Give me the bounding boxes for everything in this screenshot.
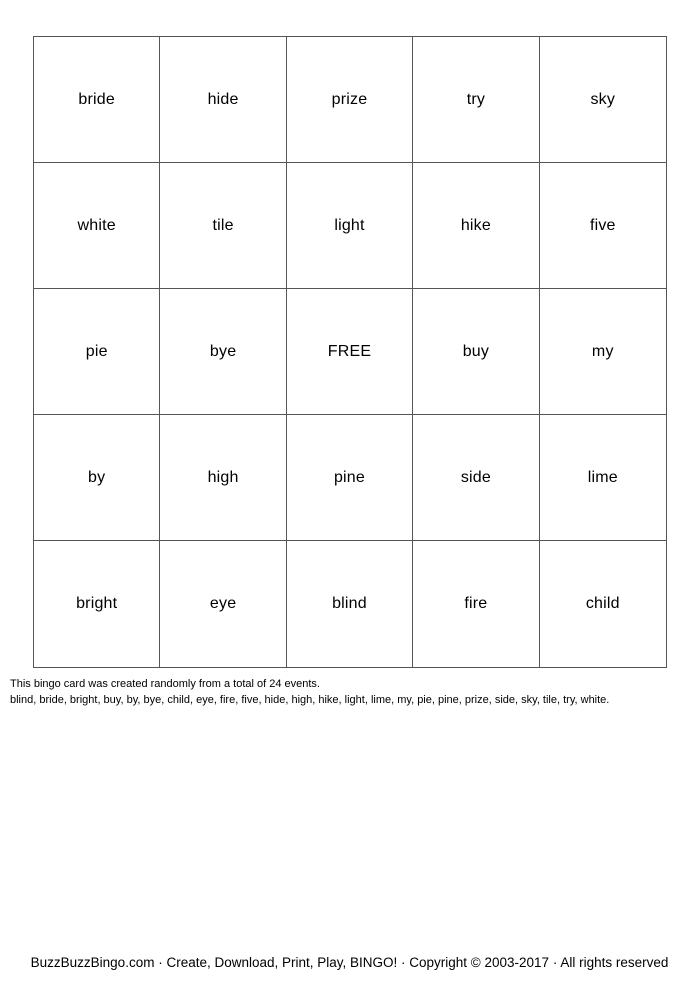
bingo-cell: light <box>287 163 413 289</box>
bingo-cell: child <box>585 595 620 612</box>
bingo-cell: side <box>413 415 539 541</box>
bingo-cell: lime <box>540 415 666 541</box>
bingo-cell: bride <box>34 37 160 163</box>
bingo-cell: fire <box>413 541 539 667</box>
footer-copyright: BuzzBuzzBingo.com · Create, Download, Print, Play, BINGO! · Copyright © 2003-2017 · All rights reserved <box>30 955 669 970</box>
bingo-cell: eye <box>160 541 286 667</box>
bingo-cell: pie <box>34 289 160 415</box>
bingo-cell: pine <box>287 415 413 541</box>
card-notes <box>10 676 691 708</box>
bingo-cell: hike <box>413 163 539 289</box>
bingo-grid <box>33 36 667 668</box>
bingo-cell: prize <box>287 37 413 163</box>
bingo-cell: bright <box>34 541 160 667</box>
bingo-cell-free: FREE <box>287 289 413 415</box>
bingo-cell: bye <box>160 289 286 415</box>
bingo-cell: try <box>413 37 539 163</box>
bingo-cell: tile <box>160 163 286 289</box>
note-line-events-count: This bingo card was created randomly from a total of 24 events. <box>10 678 320 690</box>
bingo-cell: by <box>34 415 160 541</box>
bingo-cell: white <box>34 163 160 289</box>
bingo-cell: hide <box>160 37 286 163</box>
bingo-cell: sky <box>540 37 666 163</box>
bingo-cell: my <box>540 289 666 415</box>
note-line-word-list: blind, bride, bright, buy, by, bye, child, eye, fire, five, hide, high, hike, light, lime, my, pie, pine, prize, side, sky, tile, try, white. <box>10 694 610 706</box>
bingo-cell: high <box>160 415 286 541</box>
bingo-cell: five <box>540 163 666 289</box>
bingo-cell: blind <box>287 541 413 667</box>
bingo-cell: buy <box>413 289 539 415</box>
